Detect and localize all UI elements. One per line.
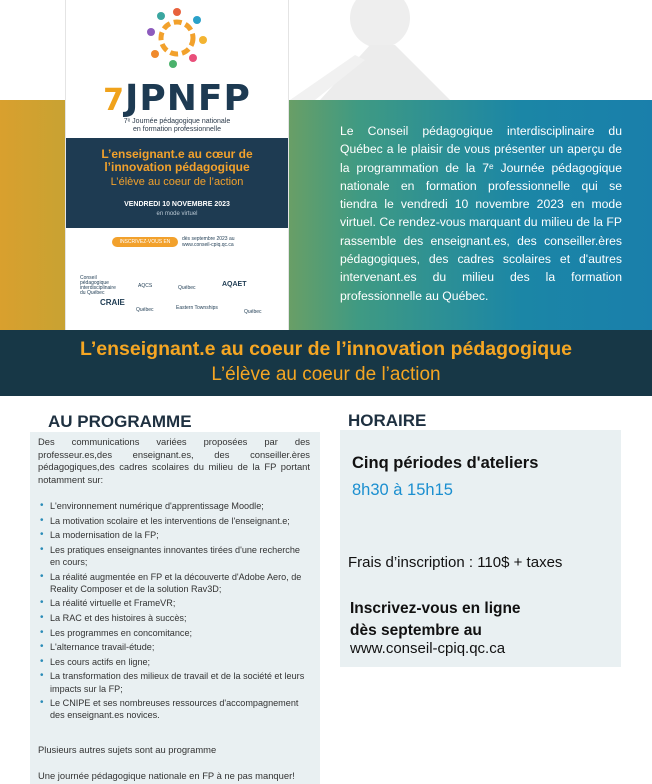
poster-date: VENDREDI 10 NOVEMBRE 2023 (124, 201, 230, 208)
programme-tagline: Une journée pédagogique nationale en FP à ne pas manquer! (38, 770, 295, 781)
partner-logo-cpiq: Conseil pédagogique interdisciplinaire du Québec (80, 275, 116, 296)
programme-more: Plusieurs autres sujets sont au programme (38, 744, 217, 755)
banner-title: L’enseignant.e au coeur de l’innovation pédagogique (80, 338, 572, 360)
poster-theme-block (66, 138, 288, 228)
partner-logo-aqcs: AQCS (138, 283, 153, 289)
list-item: • La modernisation de la FP; (40, 529, 312, 541)
list-item: • La réalité augmentée en FP et la découverte d'Adobe Aero, de Reality Composer et de la solution Rav3D; (40, 571, 312, 595)
register-cta: Inscrivez-vous en ligne dès septembre au (350, 600, 521, 639)
horaire-hours: 8h30 à 15h15 (352, 481, 453, 499)
list-item: • Les programmes en concomitance; (40, 627, 312, 639)
register-link[interactable]: www.conseil-cpiq.qc.ca (350, 640, 506, 657)
programme-panel (30, 432, 320, 784)
poster-title: 7JPNFP (103, 78, 251, 119)
list-item: • Les pratiques enseignantes innovantes tirées d'une recherche en cours; (40, 544, 312, 568)
poster-subtitle: 7ᵉ Journée pédagogique nationale en formation professionnelle (123, 118, 231, 133)
registration-fee: Frais d’inscription : 110$ + taxes (348, 554, 563, 571)
list-item: • L'alternance travail-étude; (40, 641, 312, 653)
list-item: • La motivation scolaire et les interventions de l'enseignant.e; (40, 515, 312, 527)
horaire-heading: HORAIRE (348, 411, 427, 430)
list-item: • L'environnement numérique d'apprentissage Moodle; (40, 500, 312, 512)
programme-intro: Des communications variées proposées par des professeur.es,des enseignant.es, des conseiller.ères pédagogiques,des cadres scolaires du milieu de la FP portant notamment sur: (38, 436, 310, 485)
partner-logo-eastern-townships: Eastern Townships (176, 305, 218, 311)
list-item: • La réalité virtuelle et FrameVR; (40, 597, 312, 609)
theme-banner (0, 330, 652, 396)
poster-theme: L’enseignant.e au cœur de l’innovation pédagogique (101, 147, 253, 174)
horaire-periods: Cinq périodes d'ateliers (352, 454, 539, 472)
programme-heading: AU PROGRAMME (48, 412, 192, 431)
poster-register-badge: INSCRIVEZ-VOUS EN LIGNE (112, 237, 178, 247)
event-poster (66, 0, 288, 330)
list-item: • La transformation des milieux de travail et de la société et leurs impacts sur la FP; (40, 670, 312, 694)
partner-logo-quebec-2: Québec (136, 307, 154, 313)
partner-logo-aqaet: AQAET (222, 281, 247, 288)
poster-register-info: dès septembre 2023 au www.conseil-cpiq.qc.ca (182, 236, 235, 248)
partner-logo-quebec: Québec (178, 285, 196, 291)
list-item: • Le CNIPE et ses nombreuses ressources d'accompagnement des enseignant.es novices. (40, 697, 312, 721)
horaire-panel (340, 430, 621, 667)
people-circle-logo-icon (145, 6, 209, 70)
event-description: Le Conseil pédagogique interdisciplinaire du Québec a le plaisir de vous présenter un aperçu de la programmation de la 7ᵉ Journée pédagogique nationale en formation professionnelle qui se tiendra le vendredi 10 novembre 2023 en mode virtuel. Ce rendez-vous marquant du milieu de la FP rassemble des enseignant.es, des conseiller.ères pédagogiques, des cadres scolaires et d'autres intervenant.es du milieu des la formation professionnelle au Québec. (340, 124, 622, 303)
poster-theme-sub: L’élève au coeur de l’action (110, 176, 244, 188)
partner-logo-quebec-3: Québec (244, 309, 262, 315)
banner-subtitle: L’élève au coeur de l’action (211, 364, 441, 385)
list-item: • Les cours actifs en ligne; (40, 656, 312, 668)
list-item: • La RAC et des histoires à succès; (40, 612, 312, 624)
partner-logo-craie: CRAIE (100, 298, 125, 307)
poster-mode: en mode virtuel (156, 211, 198, 217)
programme-list (40, 500, 312, 724)
